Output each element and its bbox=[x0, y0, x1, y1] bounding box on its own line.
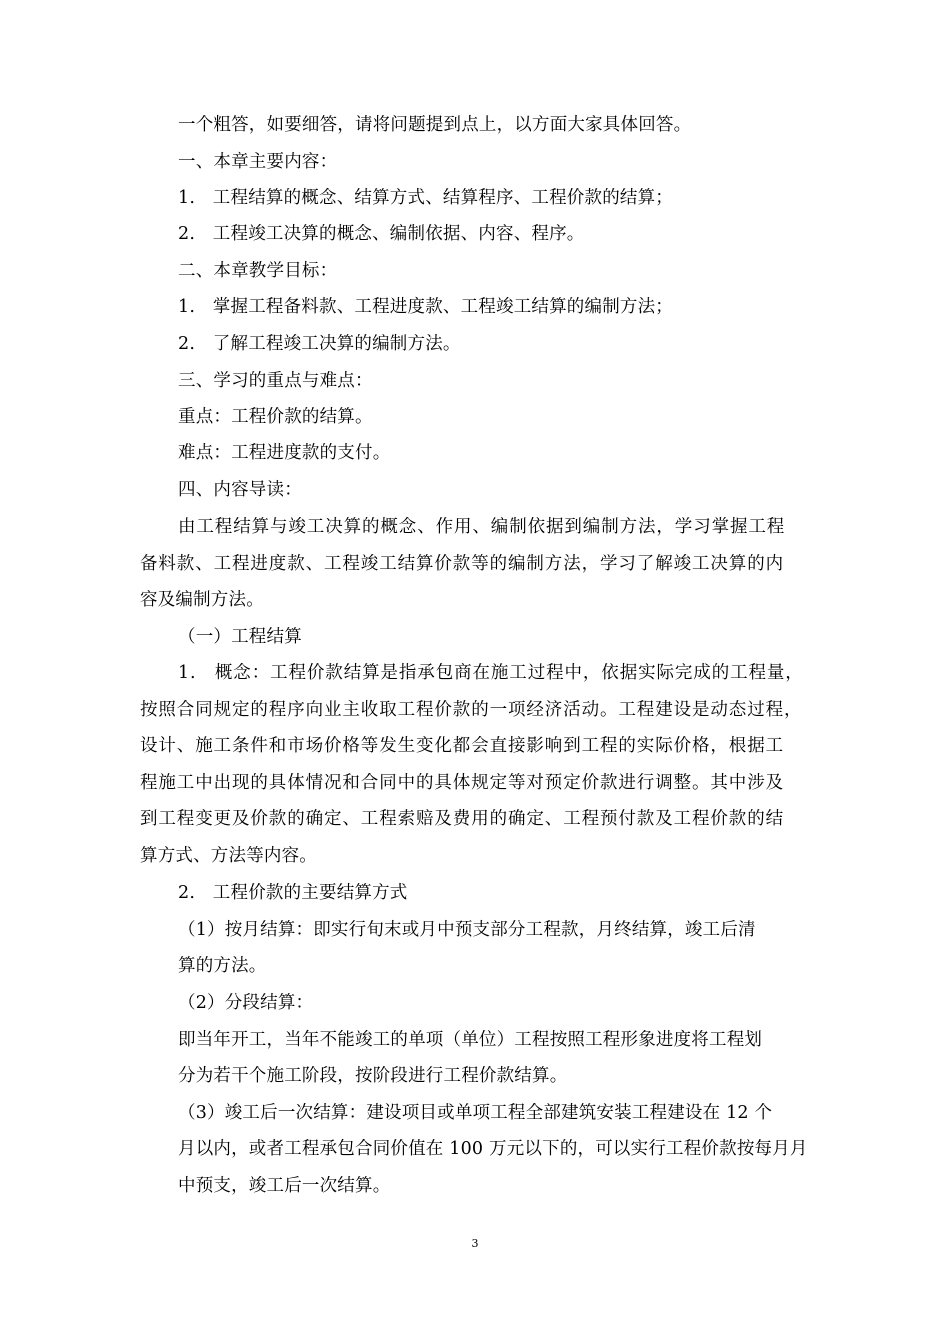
text-line: 由工程结算与竣工决算的概念、作用、编制依据到编制方法，学习掌握工程 bbox=[178, 517, 786, 537]
text-line: （3）竣工后一次结算：建设项目或单项工程全部建筑安装工程建设在 12 个 bbox=[178, 1103, 773, 1123]
text-line: 备料款、工程进度款、工程竣工结算价款等的编制方法，学习了解竣工决算的内 bbox=[140, 554, 784, 574]
text-line: 一个粗答，如要细答，请将问题提到点上，以方面大家具体回答。 bbox=[178, 115, 692, 135]
text-line: 容及编制方法。 bbox=[140, 590, 264, 610]
text-line: 设计、施工条件和市场价格等发生变化都会直接影响到工程的实际价格，根据工 bbox=[140, 736, 784, 756]
text-line: 难点：工程进度款的支付。 bbox=[178, 443, 391, 463]
text-line: 中预支，竣工后一次结算。 bbox=[178, 1176, 391, 1196]
text-line: 月以内，或者工程承包合同价值在 100 万元以下的，可以实行工程价款按每月月 bbox=[178, 1139, 808, 1159]
section-heading: 三、学习的重点与难点： bbox=[178, 371, 373, 391]
list-item: 2. 工程竣工决算的概念、编制依据、内容、程序。 bbox=[178, 224, 585, 244]
text-line: 1. 概念：工程价款结算是指承包商在施工过程中，依据实际完成的工程量， bbox=[178, 663, 804, 683]
text-line: 按照合同规定的程序向业主收取工程价款的一项经济活动。工程建设是动态过程， bbox=[140, 700, 803, 720]
subsection-heading: （一）工程结算 bbox=[178, 627, 302, 647]
section-heading: 二、本章教学目标： bbox=[178, 261, 338, 281]
text-line: 分为若干个施工阶段，按阶段进行工程价款结算。 bbox=[178, 1066, 568, 1086]
text-line: 到工程变更及价款的确定、工程索赔及费用的确定、工程预付款及工程价款的结 bbox=[140, 809, 784, 829]
text-line: 算方式、方法等内容。 bbox=[140, 846, 317, 866]
list-item: 2. 了解工程竣工决算的编制方法。 bbox=[178, 334, 461, 354]
section-heading: 一、本章主要内容： bbox=[178, 152, 338, 172]
text-line: 重点：工程价款的结算。 bbox=[178, 407, 373, 427]
section-heading: 四、内容导读： bbox=[178, 480, 302, 500]
subsection-heading: 2. 工程价款的主要结算方式 bbox=[178, 883, 408, 903]
text-line: （2）分段结算： bbox=[178, 993, 314, 1013]
list-item: 1. 掌握工程备料款、工程进度款、工程竣工结算的编制方法； bbox=[178, 297, 673, 317]
text-line: 即当年开工，当年不能竣工的单项（单位）工程按照工程形象进度将工程划 bbox=[178, 1030, 763, 1050]
text-line: 程施工中出现的具体情况和合同中的具体规定等对预定价款进行调整。其中涉及 bbox=[140, 773, 784, 793]
text-line: 算的方法。 bbox=[178, 956, 267, 976]
list-item: 1. 工程结算的概念、结算方式、结算程序、工程价款的结算； bbox=[178, 188, 673, 208]
text-line: （1）按月结算：即实行旬末或月中预支部分工程款，月终结算，竣工后清 bbox=[178, 920, 756, 940]
page-number: 3 bbox=[471, 1237, 479, 1250]
